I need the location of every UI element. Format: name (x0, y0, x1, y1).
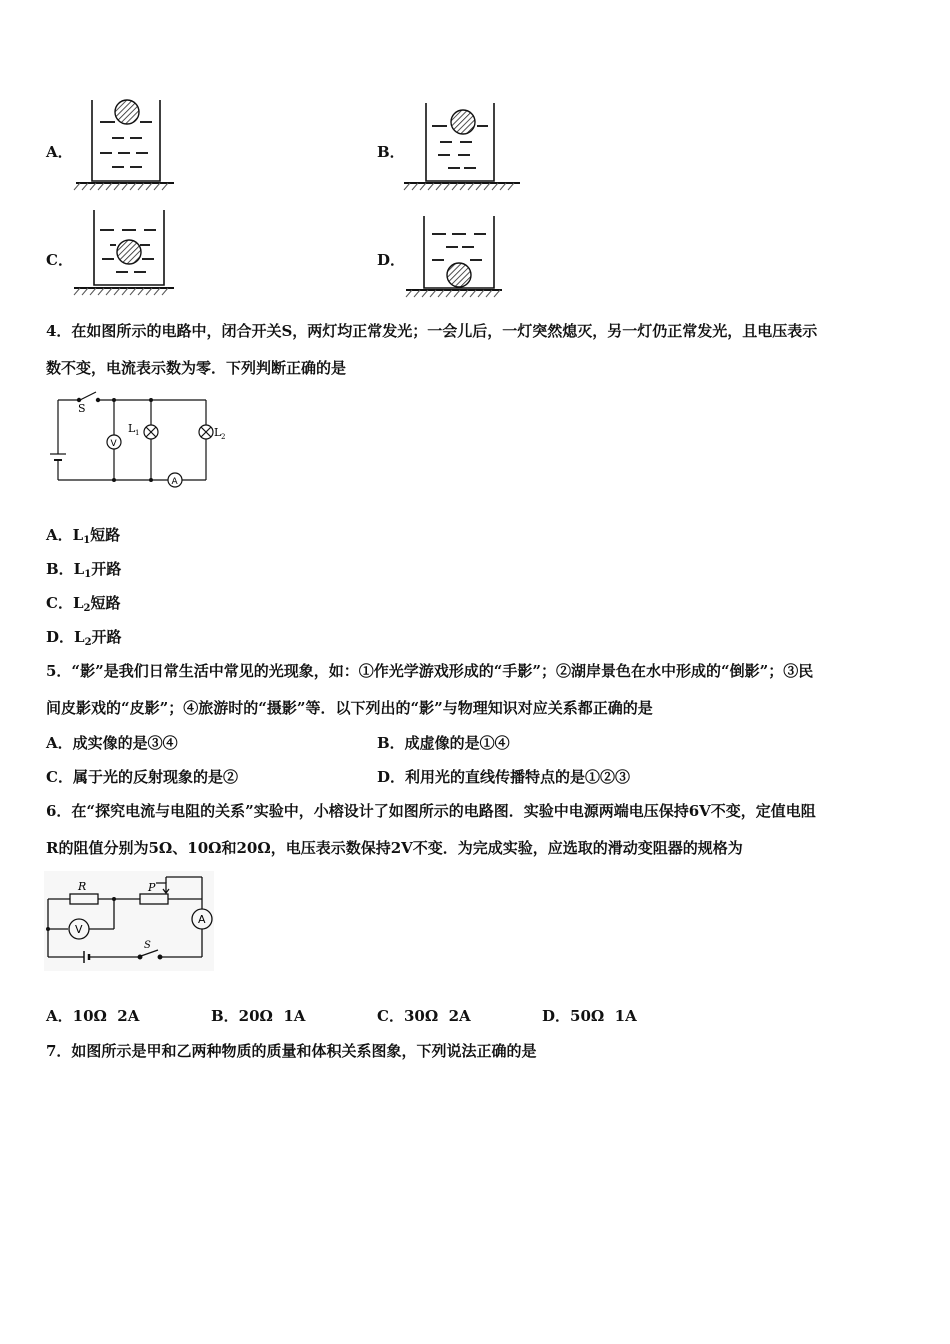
q5-option-c[interactable]: C．属于光的反射现象的是② (46, 768, 238, 786)
q6-voltmeter-label: V (75, 923, 83, 936)
q4-option-a-prefix: A．L (46, 526, 84, 544)
q4-voltmeter-label: V (110, 439, 117, 449)
q4-option-d[interactable] (46, 627, 122, 647)
q4-option-d-text: 开路 (91, 628, 122, 646)
q4-stem-line2: 数不变，电流表示数为零．下列判断正确的是 (46, 359, 347, 377)
q3-option-c-label[interactable]: C． (46, 251, 73, 269)
q5-stem-line1: 5．“影”是我们日常生活中常见的光现象，如：①作光学游戏形成的“手影”；②湖岸景色在水中形成的“倒影”；③民 (46, 662, 814, 680)
q3-option-d-label[interactable]: D． (377, 251, 406, 269)
q6-switch-label: S (144, 940, 151, 951)
q6-option-a[interactable]: A．10Ω 2A (46, 1007, 140, 1025)
q4-option-c[interactable] (46, 593, 120, 613)
q6-stem-line1: 6．在“探究电流与电阻的关系”实验中，小榕设计了如图所示的电路图．实验中电源两端电压保持6V不变，定值电阻 (46, 802, 816, 820)
q4-option-c-prefix: C．L (46, 594, 84, 612)
q4-l2-subscript: 2 (221, 433, 226, 441)
q5-option-d[interactable]: D．利用光的直线传播特点的是①②③ (377, 768, 631, 786)
q4-option-c-sub: 2 (83, 603, 91, 614)
q4-stem-line1: 4．在如图所示的电路中，闭合开关S，两灯均正常发光；一会儿后，一灯突然熄灭，另一灯仍正常发光，且电压表示 (46, 322, 818, 340)
q4-option-d-prefix: D．L (46, 628, 85, 646)
q5-option-a[interactable]: A．成实像的是③④ (46, 734, 178, 752)
q4-l2-label: L (214, 426, 222, 439)
beaker-d (406, 216, 502, 297)
q4-circuit-diagram (40, 388, 230, 493)
q6-option-b[interactable]: B．20Ω 1A (211, 1007, 306, 1025)
q6-circuit-diagram (44, 871, 214, 971)
q7-stem: 7．如图所示是甲和乙两种物质的质量和体积关系图象，下列说法正确的是 (46, 1042, 537, 1060)
q6-option-c[interactable]: C．30Ω 2A (377, 1007, 471, 1025)
q4-option-d-sub: 2 (84, 637, 92, 648)
q4-option-b-sub: 1 (84, 569, 92, 580)
q6-option-d[interactable]: D．50Ω 1A (542, 1007, 637, 1025)
q5-option-b[interactable]: B．成虚像的是①④ (377, 734, 510, 752)
q4-l1-label: L (128, 422, 136, 435)
q4-option-a-sub: 1 (83, 535, 91, 546)
q3-figures (0, 0, 950, 310)
q3-option-b-label[interactable]: B． (377, 143, 405, 161)
q4-ammeter-label: A (171, 477, 178, 487)
q4-option-a[interactable] (46, 525, 120, 545)
q4-option-a-text: 短路 (90, 526, 121, 544)
q6-ammeter-label: A (198, 913, 206, 926)
q6-resistor-label: R (78, 880, 87, 893)
q4-option-c-text: 短路 (90, 594, 121, 612)
q4-l1-subscript: 1 (135, 429, 140, 437)
q4-option-b[interactable] (46, 559, 121, 579)
q4-option-b-text: 开路 (91, 560, 122, 578)
q4-option-b-prefix: B．L (46, 560, 85, 578)
q5-stem-line2: 间皮影戏的“皮影”；④旅游时的“摄影”等．以下列出的“影”与物理知识对应关系都正确的是 (46, 699, 653, 717)
beaker-a (74, 100, 174, 190)
q6-slider-label: P (148, 881, 156, 894)
beaker-c (74, 210, 174, 295)
beaker-b (404, 103, 520, 190)
q6-stem-line2: R的阻值分别为5Ω、10Ω和20Ω，电压表示数保持2V不变．为完成实验，应选取的滑动变阻器的规格为 (46, 839, 743, 857)
q4-switch-label: S (78, 402, 86, 415)
q3-option-a-label[interactable]: A． (46, 143, 73, 161)
